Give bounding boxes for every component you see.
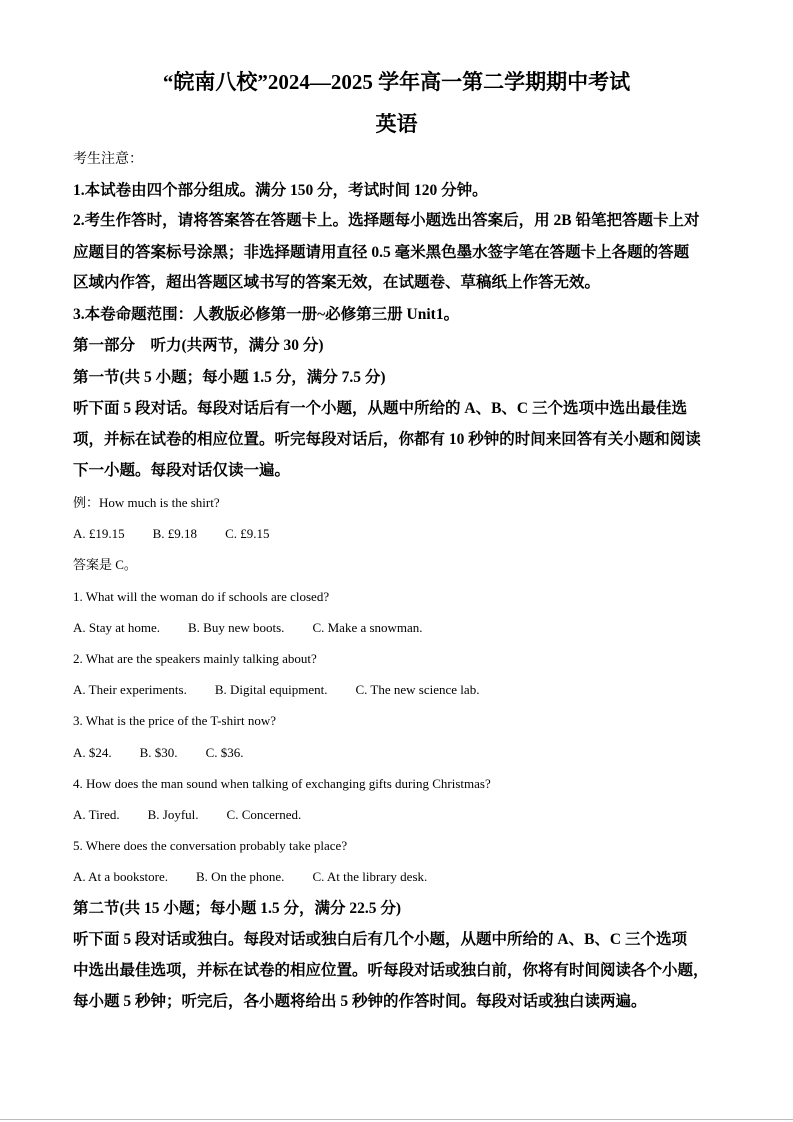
- subject-title: 英语: [375, 112, 418, 136]
- option: B. Digital equipment.: [214, 682, 328, 697]
- option: C. Make a snowman.: [312, 620, 423, 635]
- option: A. Stay at home.: [73, 620, 161, 635]
- option: B. $30.: [139, 745, 178, 760]
- question-4-options: [73, 808, 733, 821]
- option: B. £9.18: [152, 526, 198, 541]
- option: A. At a bookstore.: [73, 869, 168, 884]
- example-options: [73, 527, 733, 540]
- exam-title: “皖南八校”2024—2025 学年高一第二学期期中考试: [162, 70, 631, 94]
- option: A. Tired.: [73, 807, 120, 822]
- question-2-options: [73, 683, 733, 696]
- question-2: 2. What are the speakers mainly talking about?: [73, 651, 317, 666]
- page-bottom-divider: [0, 1119, 793, 1120]
- option: C. Concerned.: [226, 807, 302, 822]
- option: C. At the library desk.: [312, 869, 428, 884]
- option: B. On the phone.: [195, 869, 285, 884]
- notice-item: 2.考生作答时，请将答案答在答题卡上。选择题每小题选出答案后，用 2B 铅笔把答题卡上对: [73, 212, 700, 229]
- question-5: 5. Where does the conversation probably take place?: [73, 838, 348, 853]
- question-3: 3. What is the price of the T-shirt now?: [73, 713, 277, 728]
- notice-item: 应题目的答案标号涂黑；非选择题请用直径 0.5 毫米黑色墨水签字笔在答题卡上各题的答题: [73, 244, 690, 261]
- part-title: 第一部分 听力(共两节，满分 30 分): [73, 337, 324, 354]
- notice-item: 区域内作答，超出答题区域书写的答案无效，在试题卷、草稿纸上作答无效。: [73, 274, 601, 291]
- instruction-line: 听下面 5 段对话或独白。每段对话或独白后有几个小题，从题中所给的 A、B、C 三个选项: [73, 931, 687, 948]
- option: A. Their experiments.: [73, 682, 187, 697]
- option: C. $36.: [205, 745, 244, 760]
- example-answer: 答案是 C。: [73, 557, 137, 572]
- question-5-options: [73, 870, 733, 883]
- instruction-line: 每小题 5 秒钟；听完后，各小题将给出 5 秒钟的作答时间。每段对话或独白读两遍。: [73, 993, 647, 1010]
- question-3-options: [73, 746, 733, 759]
- notice-heading: 考生注意：: [73, 152, 143, 167]
- notice-item: 1.本试卷由四个部分组成。满分 150 分，考试时间 120 分钟。: [73, 182, 488, 199]
- option: B. Joyful.: [147, 807, 199, 822]
- instruction-line: 听下面 5 段对话。每段对话后有一个小题，从题中所给的 A、B、C 三个选项中选出最佳选: [73, 400, 687, 417]
- question-4: 4. How does the man sound when talking of exchanging gifts during Christmas?: [73, 776, 491, 791]
- option: C. £9.15: [225, 526, 270, 541]
- section-title: 第二节(共 15 小题；每小题 1.5 分，满分 22.5 分): [73, 900, 402, 917]
- instruction-line: 中选出最佳选项，并标在试卷的相应位置。听每段对话或独白前，你将有时间阅读各个小题，: [73, 962, 709, 979]
- example-question: 例：How much is the shirt?: [73, 495, 220, 510]
- section-title: 第一节(共 5 小题；每小题 1.5 分，满分 7.5 分): [73, 369, 386, 386]
- instruction-line: 项，并标在试卷的相应位置。听完每段对话后，你都有 10 秒钟的时间来回答有关小题和阅读: [73, 431, 701, 448]
- option: A. $24.: [73, 745, 112, 760]
- question-1-options: [73, 621, 733, 634]
- instruction-line: 下一小题。每段对话仅读一遍。: [73, 462, 291, 479]
- option: B. Buy new boots.: [188, 620, 285, 635]
- notice-item: 3.本卷命题范围：人教版必修第一册~必修第三册 Unit1。: [73, 306, 460, 323]
- question-1: 1. What will the woman do if schools are closed?: [73, 589, 330, 604]
- option: C. The new science lab.: [355, 682, 480, 697]
- option: A. £19.15: [73, 526, 125, 541]
